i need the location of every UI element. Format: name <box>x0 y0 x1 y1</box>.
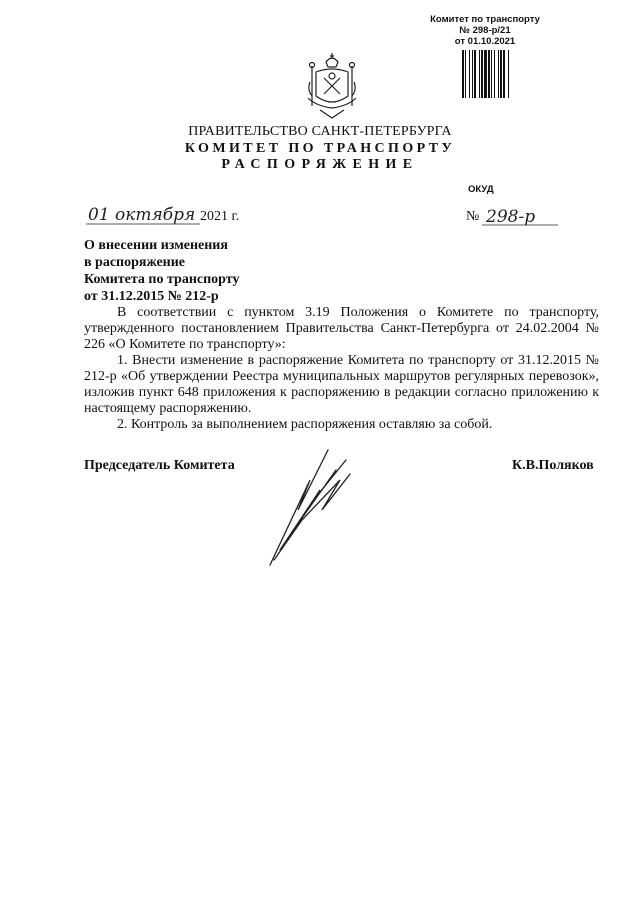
barcode <box>462 50 536 98</box>
handwritten-signature <box>250 440 360 570</box>
date-year: 2021 г. <box>200 209 240 224</box>
handwritten-date <box>86 200 201 228</box>
government-title: ПРАВИТЕЛЬСТВО САНКТ-ПЕТЕРБУРГА <box>188 124 452 139</box>
document-body <box>84 305 599 433</box>
subject-line-3: Комитета по транспорту <box>84 272 240 287</box>
body-item-2: 2. Контроль за выполнением распоряжения оставляю за собой. <box>117 417 493 432</box>
body-intro: В соответствии с пунктом 3.19 Положения о Комитете по транспорту, утвержденного постановлением Правительства Санкт-Петербурга от 24.02.2004 № 226 «О Комитете по транспорту»: <box>84 305 599 352</box>
coat-of-arms-icon <box>306 52 358 122</box>
stamp-date: от 01.10.2021 <box>454 36 516 47</box>
stamp-committee: Комитет по транспорту <box>430 14 540 25</box>
subject-line-4: от 31.12.2015 № 212-р <box>84 289 219 304</box>
signatory-name: К.В.Поляков <box>512 458 594 473</box>
handwritten-number-text: 298-р <box>486 207 536 227</box>
okud-label: ОКУД <box>468 184 494 195</box>
subject-line-1: О внесении изменения <box>84 238 228 253</box>
number-label: № <box>466 209 480 224</box>
handwritten-date-text: 01 октября <box>88 205 196 225</box>
body-item-1: 1. Внести изменение в распоряжение Комитета по транспорту от 31.12.2015 № 212-р «Об утверждении Реестра муниципальных маршрутов регулярных перевозок», изложив пункт 648 приложения к распоряжению в редакции согласно приложению к настоящему распоряжению. <box>84 353 599 416</box>
subject-line-2: в распоряжение <box>84 255 186 270</box>
committee-title: КОМИТЕТ ПО ТРАНСПОРТУ <box>184 141 456 156</box>
signatory-position: Председатель Комитета <box>84 458 235 473</box>
subject-block <box>84 237 344 305</box>
handwritten-number <box>480 200 560 230</box>
registration-stamp <box>420 14 550 47</box>
document-type: РАСПОРЯЖЕНИЕ <box>221 157 419 172</box>
stamp-number: № 298-р/21 <box>459 25 511 36</box>
